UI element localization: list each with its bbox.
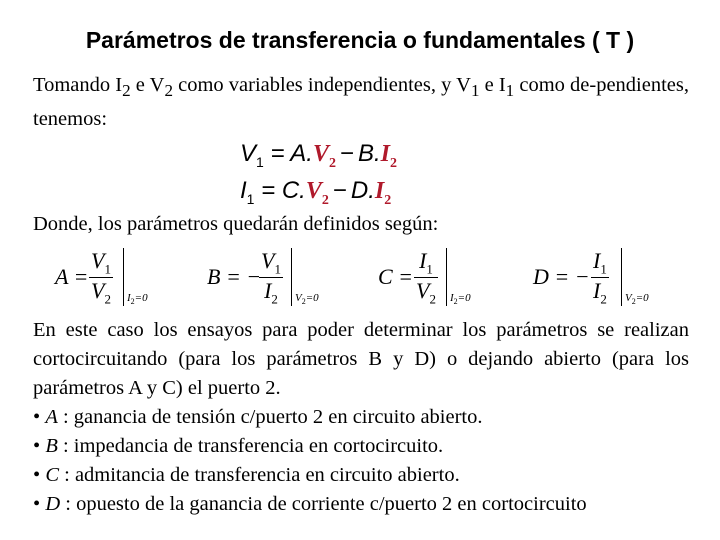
den-sub: 2 [429, 291, 436, 307]
bullet-text: : opuesto de la ganancia de corriente c/puerto 2 en cortocircuito [60, 493, 587, 515]
eq-coef: = A. [270, 140, 313, 167]
bullet-text: : admitancia de transferencia en circuito abierto. [59, 464, 460, 486]
bullet-symbol: C [45, 464, 59, 486]
def-denominator [414, 277, 438, 307]
cond-sub: 2 [301, 297, 306, 307]
eq-term-sub: 2 [384, 192, 392, 208]
equation-v1 [240, 140, 397, 172]
den-symbol: V [416, 278, 430, 304]
def-numerator [259, 248, 283, 277]
eq-lhs: I [240, 177, 247, 204]
eq-term: I [380, 141, 391, 167]
den-sub: 2 [271, 291, 278, 307]
den-sub: 2 [104, 291, 111, 307]
cond-value: =0 [305, 292, 319, 304]
den-symbol: V [91, 278, 105, 304]
cond-value: =0 [457, 292, 471, 304]
cond-value: =0 [134, 292, 148, 304]
cond-symbol: I [450, 292, 454, 304]
bullet-item: • B : impedancia de transferencia en cortocircuito. [33, 435, 444, 457]
bullet-symbol: D [45, 493, 61, 515]
bullet-item: • A : ganancia de tensión c/puerto 2 en circuito abierto. [33, 406, 483, 428]
eq-lhs-sub: 1 [256, 153, 264, 170]
eq-lhs-sub: 1 [246, 190, 255, 207]
evaluation-bar [446, 248, 447, 306]
def-lhs: A = [55, 264, 89, 289]
bullet-symbol: A [45, 406, 58, 428]
cond-sub: 2 [130, 297, 135, 307]
def-denominator [591, 277, 609, 307]
eq-term: V [305, 178, 322, 204]
num-sub: 1 [274, 261, 281, 277]
den-sub: 2 [600, 291, 607, 307]
definition-a [55, 248, 175, 308]
intro-paragraph [33, 71, 689, 134]
def-lhs: B = − [207, 264, 262, 289]
evaluation-bar [291, 248, 292, 306]
def-condition [127, 292, 148, 306]
def-numerator [414, 248, 438, 277]
eq-term-sub: 2 [321, 192, 329, 208]
den-symbol: I [593, 278, 601, 304]
intro-text: e I [479, 74, 506, 96]
def-numerator [591, 248, 609, 277]
num-sub: 1 [600, 261, 607, 277]
page-title: Parámetros de transferencia o fundamentales ( T ) [85, 27, 635, 53]
equation-i1 [240, 177, 391, 209]
num-symbol: I [419, 248, 427, 273]
eq-operator: − [339, 140, 354, 167]
eq-coef: B. [357, 140, 381, 167]
eq-term: V [312, 141, 329, 167]
intro-text: como de-pendientes, tenemos: [33, 74, 689, 131]
def-denominator [89, 277, 113, 307]
cond-sub: 2 [453, 297, 458, 307]
eq-lhs: V [240, 140, 257, 167]
evaluation-bar [621, 248, 622, 306]
eq-coef: = C. [261, 177, 306, 204]
eq-operator: − [332, 177, 347, 204]
num-sub: 1 [426, 261, 433, 277]
cond-sub: 2 [631, 297, 636, 307]
num-symbol: I [593, 248, 601, 273]
intro-sub: 2 [122, 81, 131, 101]
tests-paragraph: En este caso los ensayos para poder determinar los parámetros se realizan cortocircuitando (para los parámetros B y D) o dejando abierto (para los parámetros A y C) el puerto 2. [33, 319, 689, 399]
eq-term: I [374, 178, 385, 204]
num-sub: 1 [104, 261, 111, 277]
cond-symbol: V [295, 292, 302, 304]
bullet-symbol: B [45, 435, 58, 457]
num-symbol: V [261, 248, 275, 273]
definition-b [207, 248, 337, 308]
def-condition [450, 292, 471, 306]
def-fraction [259, 248, 283, 308]
def-fraction [89, 248, 113, 308]
def-denominator [259, 277, 283, 307]
num-symbol: V [91, 248, 105, 273]
intro-text: como variables independientes, y V [172, 74, 471, 96]
intro-sub: 1 [470, 81, 480, 101]
intro-text: e V [130, 74, 165, 96]
eq-term-sub: 2 [390, 155, 398, 171]
intro-text: Tomando I [33, 74, 123, 96]
intro-sub: 2 [164, 81, 173, 101]
def-fraction [414, 248, 438, 308]
def-condition [295, 292, 319, 306]
bullet-text: : ganancia de tensión c/puerto 2 en circuito abierto. [57, 406, 483, 428]
den-symbol: I [264, 278, 272, 304]
def-lhs: C = [378, 264, 414, 289]
bullet-item: • C : admitancia de transferencia en circuito abierto. [33, 464, 460, 486]
def-condition [625, 292, 649, 306]
definition-d [533, 248, 663, 308]
bullet-text: : impedancia de transferencia en cortocircuito. [57, 435, 444, 457]
cond-symbol: I [127, 292, 131, 304]
eq-term-sub: 2 [328, 155, 336, 171]
intro-sub: 1 [505, 81, 515, 101]
cond-symbol: V [625, 292, 632, 304]
definitions-intro: Donde, los parámetros quedarán definidos según: [33, 213, 439, 235]
bullet-item: • D : opuesto de la ganancia de corriente c/puerto 2 en cortocircuito [33, 493, 587, 515]
eq-coef: D. [350, 177, 375, 204]
def-numerator [89, 248, 113, 277]
definition-c [378, 248, 498, 308]
evaluation-bar [123, 248, 124, 306]
cond-value: =0 [635, 292, 649, 304]
def-lhs: D = − [533, 264, 590, 289]
def-fraction [591, 248, 609, 308]
